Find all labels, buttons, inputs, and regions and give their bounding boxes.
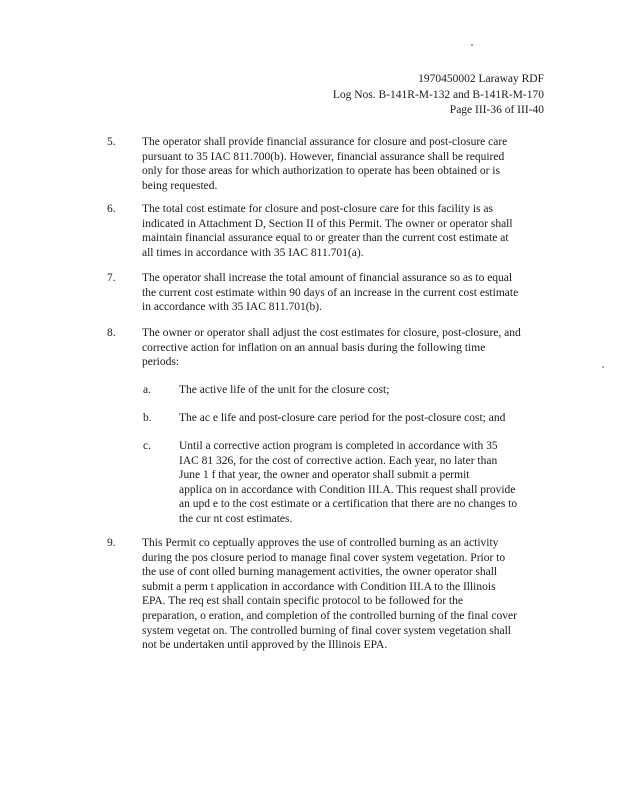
text-line: The active life of the unit for the closure cost; [179,384,390,396]
text-line: The owner or operator shall adjust the cost estimates for closure, post-closure, and [142,327,521,339]
item-text [142,202,548,260]
text-line: system vegetat on. The controlled burning of final cover system vegetation shall [142,624,511,637]
text-line: only for those areas for which authorization to operate has been obtained or is [142,165,500,178]
log-numbers-line: Log Nos. B-141R-M-132 and B-141R-M-170 [332,88,544,101]
subitem-label: a. [143,384,151,396]
item-number: 8. [107,327,116,339]
item-number: 5. [107,136,116,148]
text-line: EPA. The req est shall contain specific protocol to be followed for the [142,595,463,608]
subitem-text [179,411,549,426]
text-line: IAC 81 326, for the cost of corrective action. Each year, no later than [179,454,498,467]
text-line: the cur nt cost estimates. [179,512,293,525]
item-text [142,326,548,370]
text-line: The operator shall provide financial assurance for closure and post-closure care [142,136,508,148]
text-line: pursuant to 35 IAC 811.700(b). However, financial assurance shall be required [142,150,505,163]
item-number: 6. [107,203,116,215]
item-text [142,271,548,315]
text-line: all times in accordance with 35 IAC 811.701(a). [142,246,364,259]
text-line: The total cost estimate for closure and post-closure care for this facility is as [142,203,493,215]
page-header [333,72,544,119]
text-line: June 1 f that year, the owner and operator shall submit a permit [179,469,470,482]
text-line: periods: [142,356,180,369]
subitem-text [179,383,549,398]
text-line: indicated in Attachment D, Section II of this Permit. The owner or operator shall [142,217,513,230]
subitem-text [179,439,549,527]
text-line: preparation, o eration, and completion of the controlled burning of the final cover [142,609,517,622]
text-line: during the pos closure period to manage final cover system vegetation. Prior to [142,551,506,564]
text-line: The operator shall increase the total amount of financial assurance so as to equal [142,272,513,284]
page-number-line: Page III-36 of III-40 [449,104,544,116]
item-text [142,135,548,193]
text-line: Until a corrective action program is completed in accordance with 35 [179,440,498,452]
facility-id-line: 1970450002 Laraway RDF [418,73,544,85]
text-line: not be undertaken until approved by the Illinois EPA. [142,639,388,652]
text-line: applica on in accordance with Condition III.A. This request shall provide [179,483,516,496]
subitem-label: b. [143,412,152,424]
item-number: 7. [107,272,116,284]
text-line: in accordance with 35 IAC 811.701(b). [142,301,323,314]
item-text [142,536,548,653]
text-line: corrective action for inflation on an annual basis during the following time [142,341,486,354]
item-number: 9. [107,537,116,549]
text-line: maintain financial assurance equal to or greater than the current cost estimate at [142,232,509,245]
text-line: This Permit co ceptually approves the use of controlled burning as an activity [142,537,499,549]
scan-speck [602,366,604,368]
text-line: an upd e to the cost estimate or a certification that there are no changes to [179,498,518,511]
text-line: the use of cont olled burning management activities, the owner operator shall [142,566,498,579]
text-line: submit a perm t application in accordance with Condition III.A to the Illinois [142,580,496,593]
subitem-label: c. [143,440,151,452]
scan-speck [471,44,473,46]
text-line: the current cost estimate within 90 days of an increase in the current cost estimate [142,286,519,299]
text-line: The ac e life and post-closure care period for the post-closure cost; and [179,412,506,424]
text-line: being requested. [142,179,218,192]
